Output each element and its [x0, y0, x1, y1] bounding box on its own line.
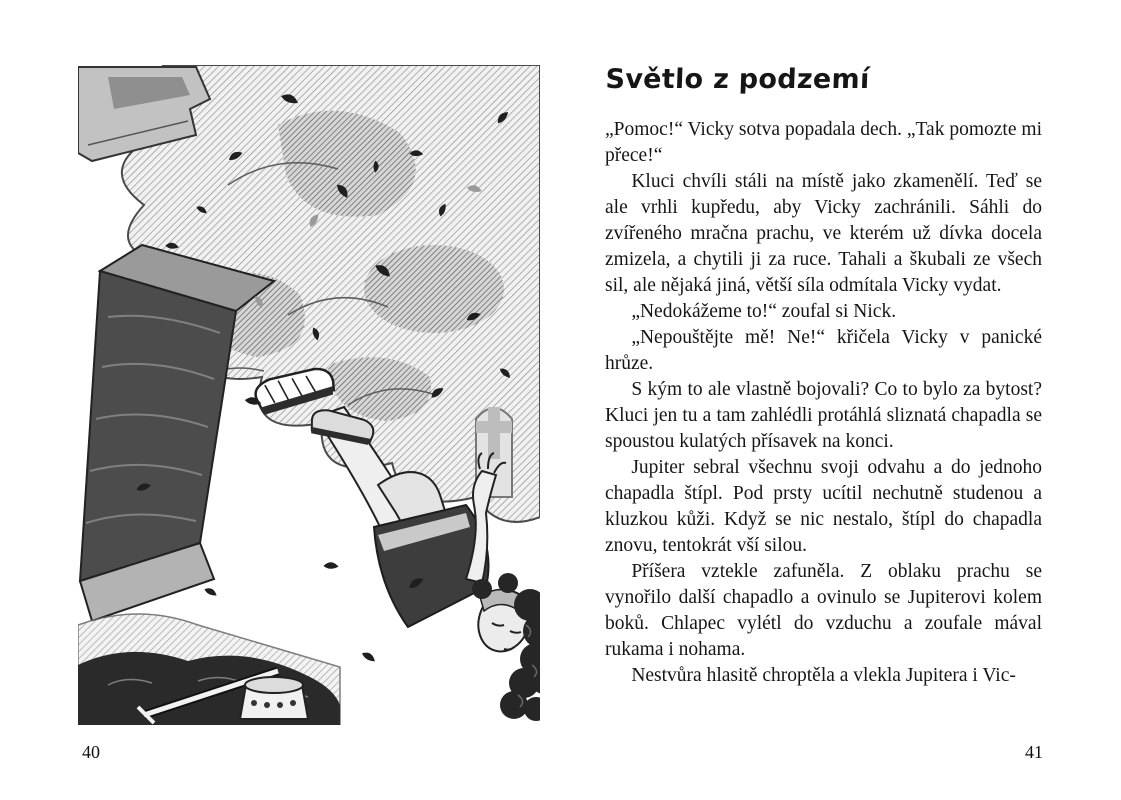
ground: [78, 614, 340, 725]
body-paragraph: Příšera vztekle zafuněla. Z oblaku prachu se vynořilo další chapadlo a ovinulo se Jupiterovi kolem boků. Chlapec vylétl do vzduchu a zoufale mával rukama i nohama.: [605, 561, 1042, 660]
body-paragraph: Nestvůra hlasitě chroptěla a vlekla Jupitera i Vic-: [631, 665, 1016, 686]
body-text: [605, 117, 1042, 689]
chapter-title: Světlo z podzemí: [605, 64, 871, 95]
stone-slab: [80, 245, 274, 621]
flower-pot: [240, 677, 308, 719]
body-paragraph: S kým to ale vlastně bojovali? Co to bylo za bytost? Kluci jen tu a tam zahlédli protáhlá sliznatá chapadla se spoustou kulatých přísavek na konci.: [605, 379, 1042, 452]
body-paragraph: „Pomoc!“ Vicky sotva popadala dech. „Tak pomozte mi přece!“: [605, 119, 1042, 166]
page-number-right: 41: [1025, 742, 1043, 762]
page-number-left: 40: [82, 742, 100, 762]
body-paragraph: „Nepouštějte mě! Ne!“ křičela Vicky v panické hrůze.: [605, 327, 1042, 374]
comic-illustration: [78, 65, 540, 725]
body-paragraph: Kluci chvíli stáli na místě jako zkamenělí. Teď se ale vrhli kupředu, aby Vicky zachránili. Sáhli do zvířeného mračna prachu, ve kterém už dívka docela zmizela, a chytili ji za ruce. Tahali a škubali ze všech sil, ale nějaká jiná, větší síla odmítala Vicky vydat.: [605, 171, 1042, 296]
body-paragraph: Jupiter sebral všechnu svoji odvahu a do jednoho chapadla štípl. Pod prsty ucítil nechutně studenou a kluzkou kůži. Když se nic nestalo, štípl do chapadla znovu, tentokrát vší silou.: [605, 457, 1042, 556]
body-paragraph: „Nedokážeme to!“ zoufal si Nick.: [631, 301, 897, 322]
illustration: [78, 65, 540, 725]
text-page: [605, 64, 1042, 689]
